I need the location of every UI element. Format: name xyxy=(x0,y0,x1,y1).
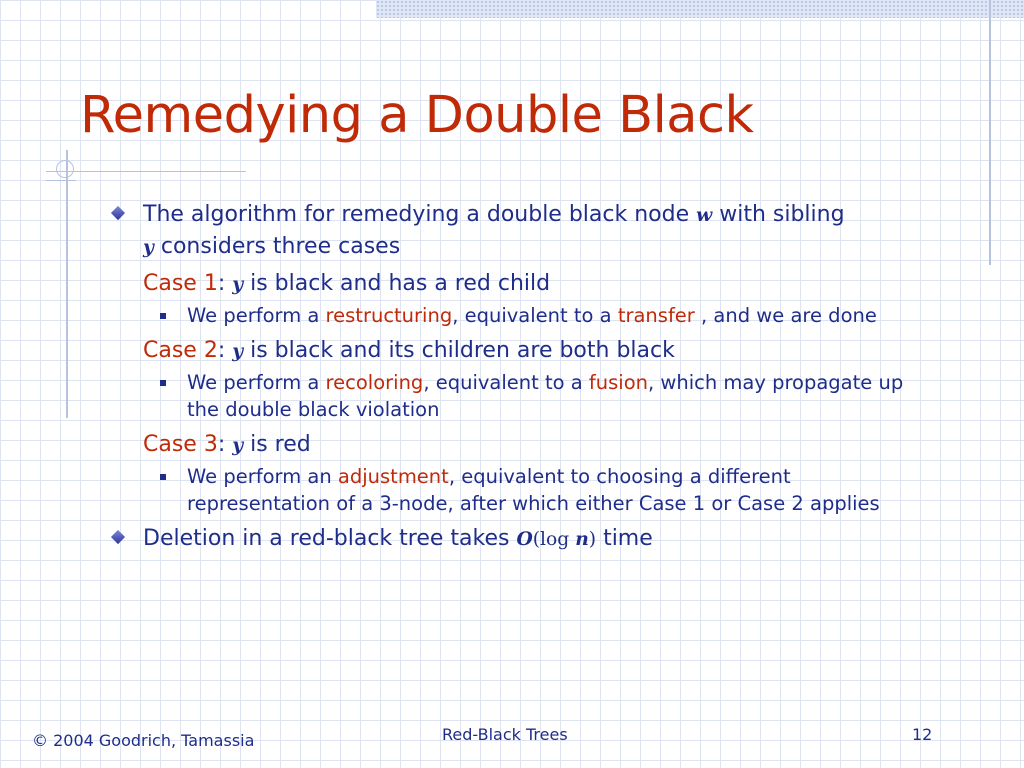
detail-text: We perform an xyxy=(187,465,338,488)
bullet-text: Deletion in a red-black tree takes xyxy=(143,526,517,551)
top-decorative-band xyxy=(376,0,1024,18)
case-number: 2 xyxy=(203,338,218,363)
crosshair-circle-icon xyxy=(56,160,74,178)
case-description: is black and has a red child xyxy=(243,271,551,296)
detail-text: We perform a xyxy=(187,304,326,327)
case-3-detail xyxy=(108,463,968,517)
footer-page-number: 12 xyxy=(912,725,933,744)
big-o: O xyxy=(516,528,533,550)
term-recoloring: recoloring xyxy=(325,371,424,394)
term-restructuring: restructuring xyxy=(325,304,453,327)
term-transfer: transfer xyxy=(617,304,695,327)
term-fusion: fusion xyxy=(588,371,648,394)
variable-y: y xyxy=(232,434,244,456)
case-description: is red xyxy=(243,432,311,457)
slide-body xyxy=(108,199,968,555)
log-close: ) xyxy=(588,529,597,550)
case-label: Case xyxy=(143,432,204,457)
case-1-heading xyxy=(108,268,968,300)
variable-y: y xyxy=(232,340,244,362)
variable-w: w xyxy=(696,204,713,226)
left-vertical-rule xyxy=(66,150,68,418)
case-description: is black and its children are both black xyxy=(243,338,675,363)
detail-text: , and we are done xyxy=(694,304,877,327)
case-1-detail xyxy=(108,302,968,329)
bullet-text: The algorithm for remedying a double black node xyxy=(143,202,697,227)
footer-topic: Red-Black Trees xyxy=(442,725,568,744)
case-label: Case xyxy=(143,271,204,296)
crosshair-stub-rule xyxy=(46,180,76,181)
right-vertical-rule xyxy=(989,0,991,265)
square-bullet-icon xyxy=(160,474,166,480)
square-bullet-icon xyxy=(160,380,166,386)
variable-n: n xyxy=(575,528,589,550)
log-open: (log xyxy=(532,529,576,550)
case-colon: : xyxy=(217,338,233,363)
bullet-text: with sibling xyxy=(712,202,845,227)
footer-copyright: © 2004 Goodrich, Tamassia xyxy=(32,731,255,750)
detail-text: We perform a xyxy=(187,371,326,394)
case-number: 1 xyxy=(203,271,218,296)
variable-y: y xyxy=(232,273,244,295)
variable-y: y xyxy=(143,236,154,258)
term-adjustment: adjustment xyxy=(337,465,449,488)
slide-title: Remedying a Double Black xyxy=(80,86,754,145)
title-underline-rule xyxy=(46,171,246,172)
detail-text: , equivalent to choosing a different representation of a 3-node, after which either Case 1 or Case 2 applies xyxy=(187,465,880,515)
case-2-detail xyxy=(108,369,968,423)
bullet-text: considers three cases xyxy=(153,234,401,259)
square-bullet-icon xyxy=(160,313,166,319)
case-colon: : xyxy=(217,271,233,296)
diamond-bullet-icon xyxy=(111,206,125,220)
case-3-heading xyxy=(108,429,968,461)
bullet-algorithm-cases xyxy=(108,199,968,263)
bullet-text: time xyxy=(596,526,653,551)
case-2-heading xyxy=(108,335,968,367)
detail-text: , which may propagate up the double black violation xyxy=(187,371,904,421)
diamond-bullet-icon xyxy=(111,530,125,544)
case-colon: : xyxy=(217,432,233,457)
case-number: 3 xyxy=(203,432,218,457)
detail-text: , equivalent to a xyxy=(452,304,618,327)
bullet-deletion-time xyxy=(108,523,968,555)
case-label: Case xyxy=(143,338,204,363)
detail-text: , equivalent to a xyxy=(423,371,589,394)
